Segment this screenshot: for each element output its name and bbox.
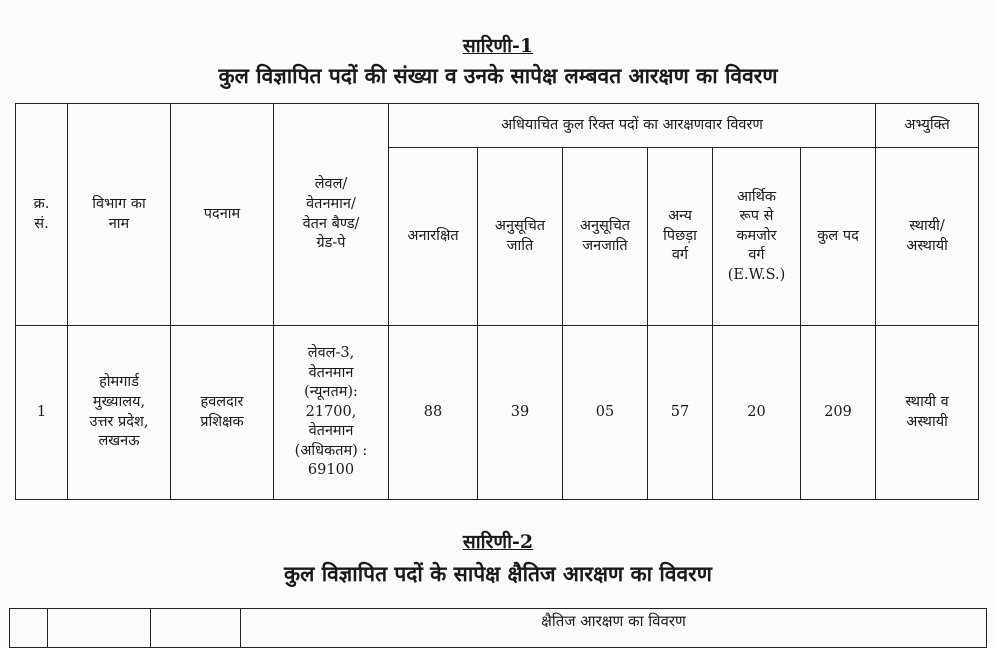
table1-title: सारिणी-1 bbox=[462, 35, 534, 57]
header-st: अनुसूचित जनजाति bbox=[563, 148, 648, 326]
cell-sno: 1 bbox=[16, 326, 68, 500]
header-ews: आर्थिक रूप से कमजोर वर्ग (E.W.S.) bbox=[713, 148, 801, 326]
table2-title: सारिणी-2 bbox=[462, 531, 534, 553]
t2-cell bbox=[48, 609, 151, 648]
cell-total: 209 bbox=[801, 326, 876, 500]
header-department: विभाग का नाम bbox=[68, 104, 171, 326]
header-obc: अन्य पिछड़ा वर्ग bbox=[648, 148, 713, 326]
table-row bbox=[16, 326, 979, 500]
t2-cell bbox=[10, 609, 48, 648]
header-nature: स्थायी/ अस्थायी bbox=[876, 148, 979, 326]
t2-cell bbox=[151, 609, 241, 648]
header-post: पदनाम bbox=[171, 104, 274, 326]
table2-subtitle: कुल विज्ञापित पदों के सापेक्ष क्षैतिज आरक्षण का विवरण bbox=[284, 561, 712, 586]
t2-header-horizontal: क्षैतिज आरक्षण का विवरण bbox=[241, 609, 987, 648]
cell-ews: 20 bbox=[713, 326, 801, 500]
header-reservation-group: अधियाचित कुल रिक्त पदों का आरक्षणवार विवरण bbox=[389, 104, 876, 148]
header-unreserved: अनारक्षित bbox=[389, 148, 478, 326]
cell-unreserved: 88 bbox=[389, 326, 478, 500]
cell-post: हवलदार प्रशिक्षक bbox=[171, 326, 274, 500]
header-level: लेवल/ वेतनमान/ वेतन बैण्ड/ ग्रेड-पे bbox=[274, 104, 389, 326]
cell-st: 05 bbox=[563, 326, 648, 500]
header-row-group bbox=[16, 104, 979, 148]
table1-subtitle: कुल विज्ञापित पदों की संख्या व उनके सापेक्ष लम्बवत आरक्षण का विवरण bbox=[218, 63, 778, 88]
header-sc: अनुसूचित जाति bbox=[478, 148, 563, 326]
horizontal-reservation-table bbox=[9, 608, 987, 648]
cell-department: होमगार्ड मुख्यालय, उत्तर प्रदेश, लखनऊ bbox=[68, 326, 171, 500]
cell-sc: 39 bbox=[478, 326, 563, 500]
cell-level: लेवल-3, वेतनमान (न्यूनतम): 21700, वेतनमान (अधिकतम) : 69100 bbox=[274, 326, 389, 500]
header-sno: क्र. सं. bbox=[16, 104, 68, 326]
reservation-table bbox=[15, 103, 979, 500]
header-total: कुल पद bbox=[801, 148, 876, 326]
header-remarks: अभ्युक्ति bbox=[876, 104, 979, 148]
cell-nature: स्थायी व अस्थायी bbox=[876, 326, 979, 500]
cell-obc: 57 bbox=[648, 326, 713, 500]
